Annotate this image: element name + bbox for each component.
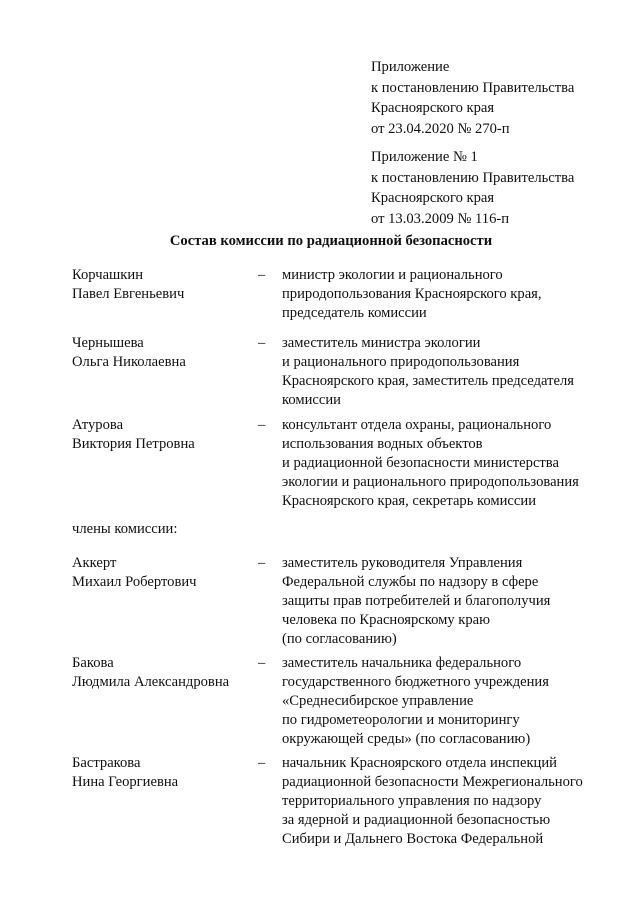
role-line: председатель комиссии xyxy=(282,305,427,321)
member-name xyxy=(72,334,186,372)
role-line: защиты прав потребителей и благополучия xyxy=(282,593,551,609)
dash-separator: – xyxy=(258,655,266,671)
role-line: природопользования Красноярского края, xyxy=(282,286,542,302)
member-surname: Бастракова xyxy=(72,755,141,771)
role-line: человека по Красноярскому краю xyxy=(282,612,491,628)
member-role xyxy=(282,266,542,323)
role-line: министр экологии и рационального xyxy=(282,267,503,283)
dash-separator: – xyxy=(258,417,266,433)
role-line: заместитель министра экологии xyxy=(282,335,481,351)
member-given-names: Виктория Петровна xyxy=(72,436,195,452)
member-given-names: Ольга Николаевна xyxy=(72,354,186,370)
member-given-names: Павел Евгеньевич xyxy=(72,286,185,302)
member-role xyxy=(282,416,579,511)
role-line: и рационального природопользования xyxy=(282,354,520,370)
annex-line: от 23.04.2020 № 270-п xyxy=(371,120,510,137)
annex-block-current-resolution xyxy=(371,57,574,139)
member-surname: Чернышева xyxy=(72,335,144,351)
annex-line: Красноярского края xyxy=(371,190,495,206)
role-line: заместитель руководителя Управления xyxy=(282,555,523,571)
annex-block-original-resolution xyxy=(371,147,574,229)
annex-line: к постановлению Правительства xyxy=(371,169,575,186)
member-role xyxy=(282,754,583,849)
role-line: Федеральной службы по надзору в сфере xyxy=(282,574,539,590)
role-line: (по согласованию) xyxy=(282,631,397,647)
member-given-names: Михаил Робертович xyxy=(72,574,197,590)
member-given-names: Людмила Александровна xyxy=(72,674,230,690)
member-name xyxy=(72,266,184,304)
role-line: по гидрометеорологии и мониторингу xyxy=(282,712,520,728)
members-section-label: члены комиссии: xyxy=(72,521,178,537)
annex-line: Приложение xyxy=(371,59,450,75)
member-surname: Атурова xyxy=(72,417,124,433)
dash-separator: – xyxy=(258,267,266,283)
document-title: Состав комиссии по радиационной безопасности xyxy=(169,233,493,249)
member-given-names: Нина Георгиевна xyxy=(72,774,179,790)
role-line: экологии и рационального природопользования xyxy=(282,474,579,490)
role-line: окружающей среды» (по согласованию) xyxy=(282,731,531,747)
member-surname: Корчашкин xyxy=(72,267,144,283)
role-line: и радиационной безопасности министерства xyxy=(282,455,559,471)
member-role xyxy=(282,334,574,410)
member-role xyxy=(282,554,550,649)
annex-line: к постановлению Правительства xyxy=(371,79,575,96)
annex-line: Красноярского края xyxy=(371,100,495,116)
role-line: государственного бюджетного учреждения xyxy=(282,674,549,690)
role-line: заместитель начальника федерального xyxy=(282,655,522,671)
annex-line: от 13.03.2009 № 116-п xyxy=(371,210,510,227)
role-line: консультант отдела охраны, рационального xyxy=(282,417,552,433)
role-line: за ядерной и радиационной безопасностью xyxy=(282,812,551,828)
member-name xyxy=(72,654,229,692)
role-line: радиационной безопасности Межрегионального xyxy=(282,774,583,790)
member-name xyxy=(72,416,195,454)
member-name xyxy=(72,754,178,792)
role-line: Сибири и Дальнего Востока Федеральной xyxy=(282,831,544,847)
role-line: начальник Красноярского отдела инспекций xyxy=(282,755,557,771)
annex-line: Приложение № 1 xyxy=(371,149,478,165)
member-surname: Аккерт xyxy=(72,555,117,571)
member-role xyxy=(282,654,549,749)
dash-separator: – xyxy=(258,335,266,351)
role-line: Красноярского края, заместитель председателя xyxy=(282,373,574,389)
dash-separator: – xyxy=(258,555,266,571)
dash-separator: – xyxy=(258,755,266,771)
role-line: «Среднесибирское управление xyxy=(282,693,474,709)
role-line: использования водных объектов xyxy=(282,436,483,452)
role-line: комиссии xyxy=(282,392,341,408)
member-surname: Бакова xyxy=(72,655,114,671)
member-name xyxy=(72,554,197,592)
role-line: территориального управления по надзору xyxy=(282,793,542,809)
role-line: Красноярского края, секретарь комиссии xyxy=(282,493,537,509)
